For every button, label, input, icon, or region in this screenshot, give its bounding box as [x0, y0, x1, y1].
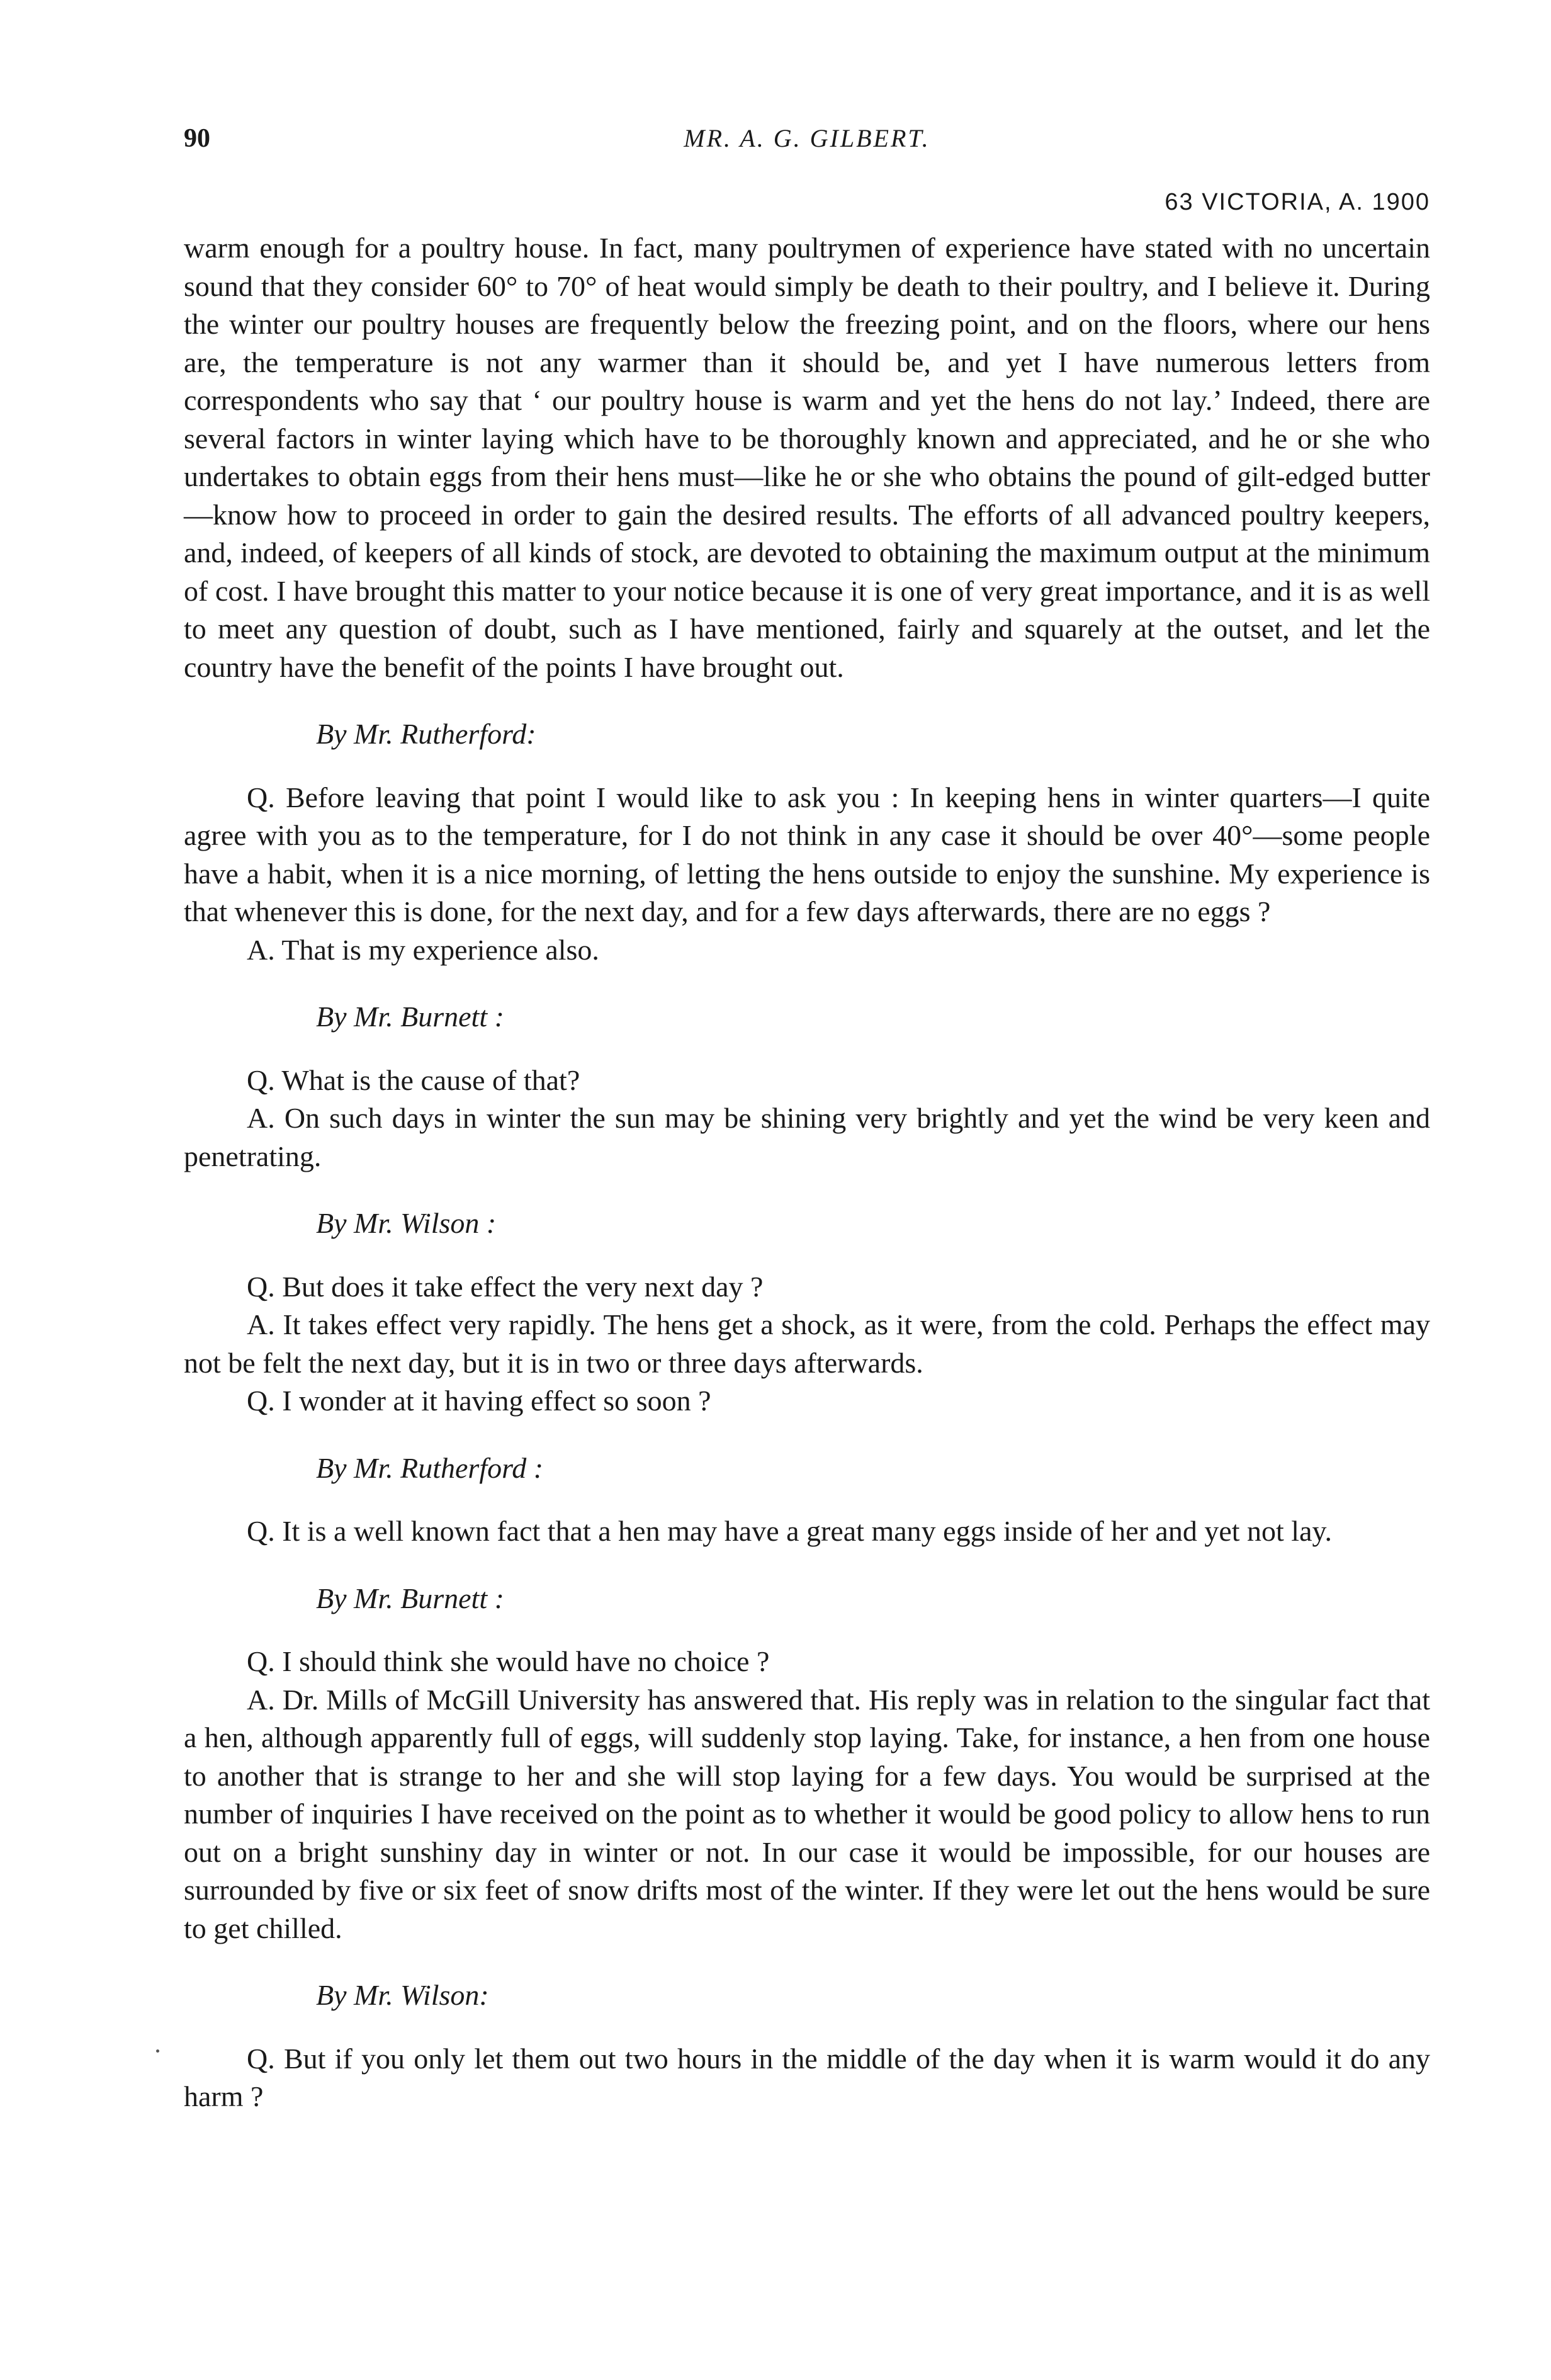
question: Q. It is a well known fact that a hen may have a great many eggs inside of her and yet not lay.: [247, 1515, 1333, 1547]
question: Q. But if you only let them out two hours in the middle of the day when it is warm would it do any harm ?: [184, 2042, 1430, 2112]
speaker-heading: By Mr. Burnett :: [316, 1582, 504, 1614]
speaker-heading: By Mr. Rutherford :: [316, 1451, 544, 1484]
page-header: [184, 123, 1430, 161]
answer: A. That is my experience also.: [247, 933, 599, 966]
session-label: 63 VICTORIA, A. 1900: [1165, 189, 1430, 215]
question: Q. But does it take effect the very next day ?: [247, 1270, 764, 1303]
question: Q. Before leaving that point I would like to ask you : In keeping hens in winter quarters—I quite agree with you as to the temperature, for I do not think in any case it should be over 40°—some people have a habit, when it is a nice morning, of letting the hens outside to enjoy the sunshine. My experience is that whenever this is done, for the next day, and for a few days afterwards, there are no eggs ?: [184, 781, 1430, 927]
margin-mark: [156, 2049, 159, 2053]
running-title: MR. A. G. GILBERT.: [684, 124, 930, 152]
speaker-heading: By Mr. Rutherford:: [316, 718, 536, 750]
answer: A. On such days in winter the sun may be shining very brightly and yet the wind be very keen and penetrating.: [184, 1102, 1430, 1172]
question: Q. What is the cause of that?: [247, 1063, 580, 1096]
page-number: 90: [184, 124, 210, 153]
body-text: [184, 229, 1430, 2116]
question: Q. I wonder at it having effect so soon ?: [247, 1385, 711, 1417]
question: Q. I should think she would have no choice ?: [247, 1645, 770, 1677]
speaker-heading: By Mr. Wilson :: [316, 1207, 497, 1239]
opening-paragraph: warm enough for a poultry house. In fact, many poultrymen of experience have stated with no uncertain sound that they consider 60° to 70° of heat would simply be death to their poultry, and I believe it. During the winter our poultry houses are frequently below the freezing point, and on the floors, where our hens are, the temperature is not any warmer than it should be, and yet I have numerous letters from correspondents who say that ‘ our poultry house is warm and yet the hens do not lay.’ Indeed, there are several factors in winter laying which have to be thoroughly known and appreciated, and he or she who undertakes to obtain eggs from their hens must—like he or she who obtains the pound of gilt-edged butter—know how to proceed in order to gain the desired results. The efforts of all advanced poultry keepers, and, indeed, of keepers of all kinds of stock, are devoted to obtaining the maximum output at the minimum of cost. I have brought this matter to your notice because it is one of very great importance, and it is as well to meet any question of doubt, such as I have mentioned, fairly and squarely at the outset, and let the country have the benefit of the points I have brought out.: [184, 232, 1430, 683]
speaker-heading: By Mr. Burnett :: [316, 1000, 504, 1033]
answer: A. It takes effect very rapidly. The hens get a shock, as it were, from the cold. Perhaps the effect may not be felt the next day, but it is in two or three days afterwards.: [184, 1308, 1430, 1379]
speaker-heading: By Mr. Wilson:: [316, 1979, 489, 2011]
answer: A. Dr. Mills of McGill University has answered that. His reply was in relation to the singular fact that a hen, although apparently full of eggs, will suddenly stop laying. Take, for instance, a hen from one house to another that is strange to her and she will stop laying for a few days. You would be surprised at the number of inquiries I have received on the point as to whether it would be good policy to allow hens to run out on a bright sunshiny day in winter or not. In our case it would be impossible, for our houses are surrounded by five or six feet of snow drifts most of the winter. If they were let out the hens would be sure to get chilled.: [184, 1683, 1430, 1944]
